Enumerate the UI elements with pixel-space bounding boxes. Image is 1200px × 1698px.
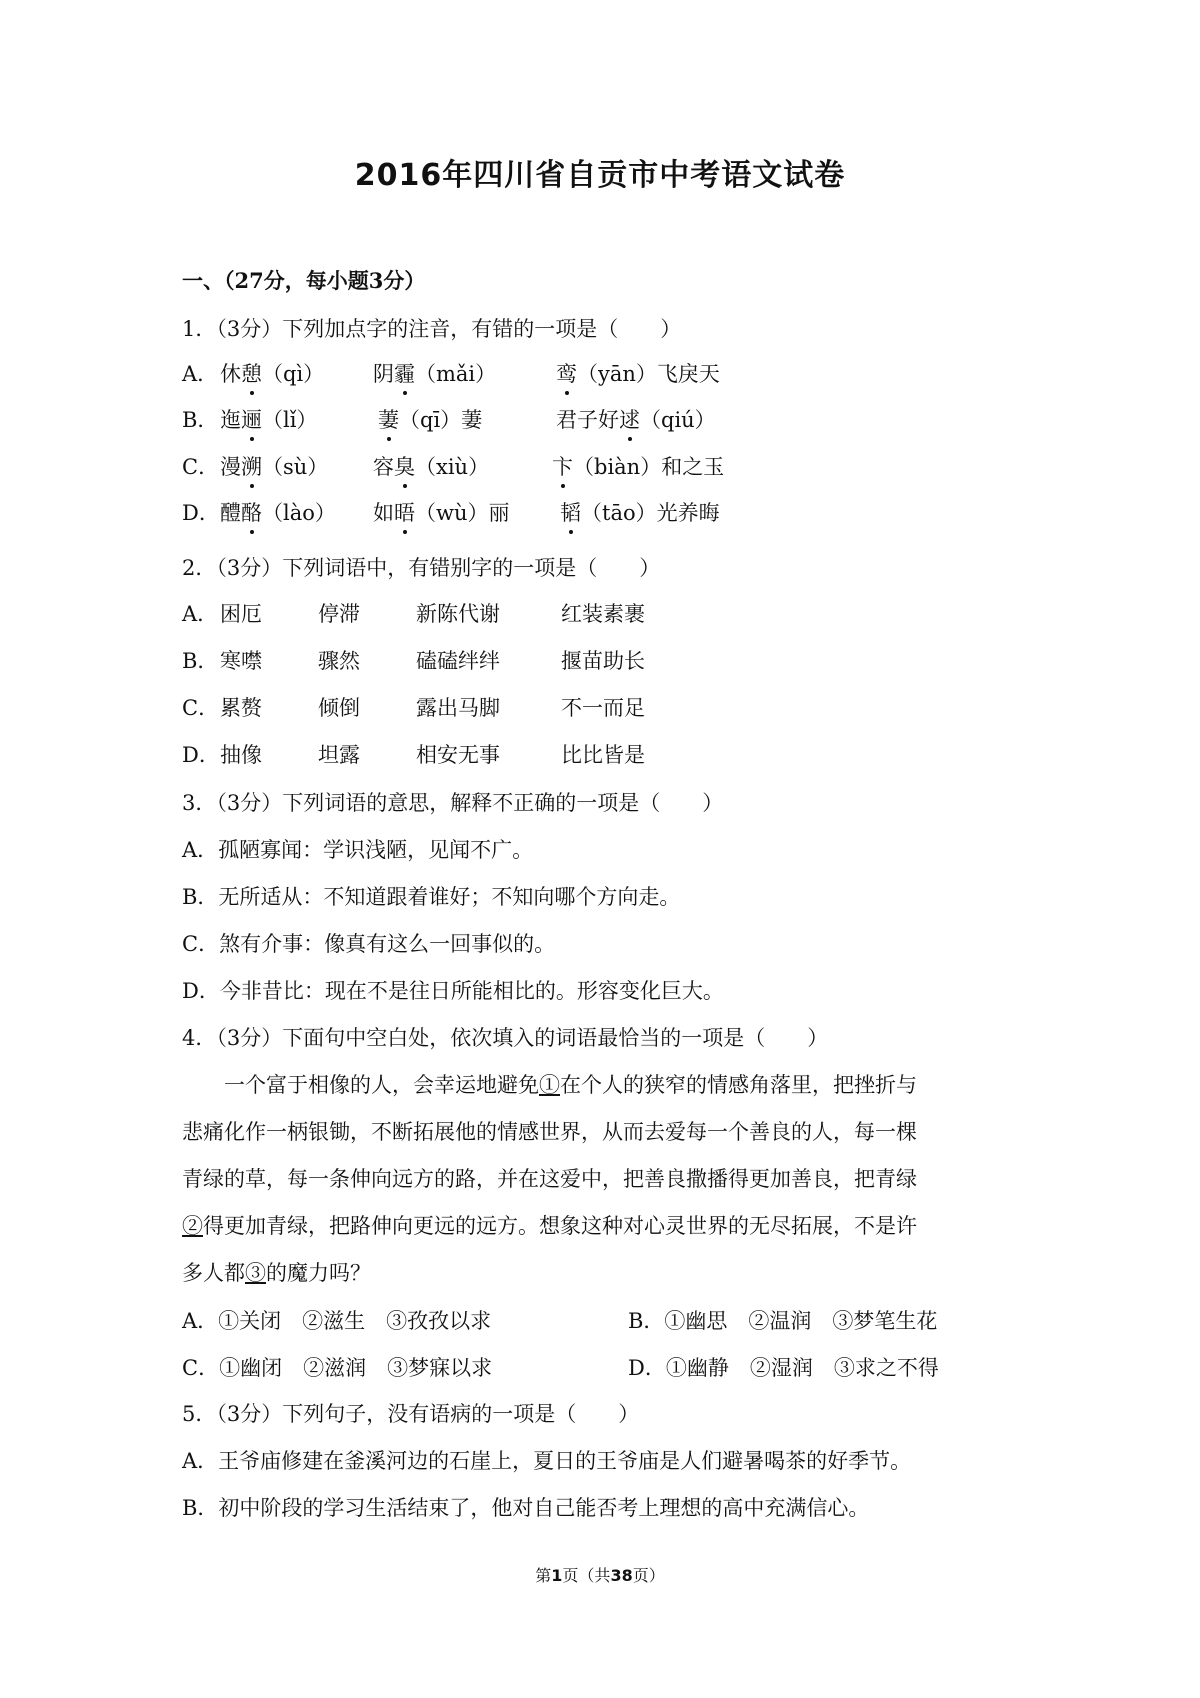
- dotted-char: 萋: [378, 404, 399, 434]
- dotted-char: 逑: [619, 404, 640, 434]
- passage-line: [182, 1203, 1022, 1250]
- plain-char: 迤: [220, 408, 241, 432]
- dotted-char: 晤: [394, 497, 415, 527]
- question-4-option-d: D．①幽静 ②湿润 ③求之不得: [628, 1356, 939, 1380]
- passage-line: 悲痛化作一柄银锄，不断拓展他的情感世界，从而去爱每一个善良的人，每一棵: [182, 1120, 917, 1144]
- exam-title: 2016年四川省自贡市中考语文试卷: [354, 158, 846, 193]
- question-4-option-a: A．①关闭 ②滋生 ③孜孜以求: [182, 1309, 492, 1333]
- word: 相安无事: [416, 743, 500, 767]
- dotted-char: 溯: [241, 451, 262, 481]
- option-text: [373, 358, 496, 388]
- option-letter: D．: [182, 501, 220, 525]
- option-letter: A．: [182, 362, 219, 386]
- word: 比比皆是: [561, 743, 645, 767]
- option-text: [556, 404, 716, 434]
- pinyin: （tāo）光养晦: [581, 501, 720, 525]
- option-text: [220, 358, 324, 388]
- word: 红装素裹: [561, 602, 645, 626]
- word: 磕磕绊绊: [416, 649, 500, 673]
- pinyin: （xiù）: [415, 455, 490, 479]
- pinyin: （wù）丽: [415, 501, 510, 525]
- plain-char: 漫: [220, 455, 241, 479]
- option-text: [556, 358, 720, 388]
- dotted-char: 酪: [241, 497, 262, 527]
- blank-marker-3: ③: [245, 1261, 266, 1285]
- pinyin: （yān）飞戾天: [577, 362, 720, 386]
- pinyin: （mǎi）: [415, 362, 497, 386]
- question-5-stem: 5．（3分）下列句子，没有语病的一项是（ ）: [182, 1402, 640, 1426]
- option-letter: C．: [182, 455, 220, 479]
- option-letter: B．: [182, 649, 219, 673]
- pinyin: （biàn）和之玉: [573, 455, 725, 479]
- dotted-char: 憩: [241, 358, 262, 388]
- question-5-option-b: B．初中阶段的学习生活结束了，他对自己能否考上理想的高中充满信心。: [182, 1496, 870, 1520]
- plain-char: 容: [373, 455, 394, 479]
- passage-text: 在个人的狭窄的情感角落里，把挫折与: [560, 1073, 917, 1097]
- page-total: 38: [610, 1566, 633, 1585]
- question-1-stem: 1．（3分）下列加点字的注音，有错的一项是（ ）: [182, 317, 682, 341]
- page-number: 1: [551, 1566, 563, 1585]
- option-letter: D．: [182, 743, 220, 767]
- blank-marker-1: ①: [539, 1073, 560, 1097]
- question-4-option-b: B．①幽思 ②温润 ③梦笔生花: [628, 1309, 938, 1333]
- passage-text: 多人都: [182, 1261, 245, 1285]
- dotted-char: 逦: [241, 404, 262, 434]
- dotted-char: 臭: [394, 451, 415, 481]
- blank-marker-2: ②: [182, 1214, 203, 1238]
- plain-char: 阴: [373, 362, 394, 386]
- footer-text: 页）: [632, 1566, 665, 1585]
- question-4-stem: 4．（3分）下面句中空白处，依次填入的词语最恰当的一项是（ ）: [182, 1026, 829, 1050]
- pinyin: （qì）: [262, 362, 325, 386]
- passage-text: 得更加青绿，把路伸向更远的远方。想象这种对心灵世界的无尽拓展，不是许: [203, 1214, 917, 1238]
- pinyin: （sù）: [262, 455, 329, 479]
- option-text: [220, 497, 336, 527]
- plain-char: 如: [373, 501, 394, 525]
- option-text: [220, 451, 328, 481]
- pinyin: （qī）萋: [399, 408, 483, 432]
- passage-line: 青绿的草，每一条伸向远方的路，并在这爱中，把善良撒播得更加善良，把青绿: [182, 1167, 917, 1191]
- word: 坦露: [318, 743, 360, 767]
- question-2-stem: 2．（3分）下列词语中，有错别字的一项是（ ）: [182, 556, 661, 580]
- word: 困厄: [220, 602, 262, 626]
- page-footer: [0, 1563, 1200, 1586]
- dotted-char: 卞: [552, 451, 573, 481]
- option-text: [373, 451, 489, 481]
- question-4-passage: [182, 1062, 1022, 1297]
- word: 停滞: [318, 602, 360, 626]
- option-text: [378, 404, 482, 434]
- pinyin: （lào）: [262, 501, 336, 525]
- question-3-stem: 3．（3分）下列词语的意思，解释不正确的一项是（ ）: [182, 791, 724, 815]
- plain-char: 醴: [220, 501, 241, 525]
- word: 抽像: [220, 743, 262, 767]
- option-letter: B．: [182, 408, 219, 432]
- word: 新陈代谢: [416, 602, 500, 626]
- option-text: [220, 404, 317, 434]
- footer-text: 第: [535, 1566, 552, 1585]
- option-letter: A．: [182, 602, 219, 626]
- plain-char: 君子好: [556, 408, 619, 432]
- passage-text: 一个富于相像的人，会幸运地避免: [182, 1073, 539, 1097]
- dotted-char: 霾: [394, 358, 415, 388]
- dotted-char: 韬: [560, 497, 581, 527]
- passage-line: [182, 1062, 1022, 1109]
- question-3-option-b: B．无所适从：不知道跟着谁好；不知向哪个方向走。: [182, 885, 681, 909]
- pinyin: （lǐ）: [262, 408, 318, 432]
- passage-text: 的魔力吗？: [266, 1261, 371, 1285]
- word: 不一而足: [561, 696, 645, 720]
- word: 露出马脚: [416, 696, 500, 720]
- option-text: [560, 497, 720, 527]
- question-3-option-d: D．今非昔比：现在不是往日所能相比的。形容变化巨大。: [182, 979, 724, 1003]
- word: 寒噤: [220, 649, 262, 673]
- question-5-option-a: A．王爷庙修建在釜溪河边的石崖上，夏日的王爷庙是人们避暑喝茶的好季节。: [182, 1449, 912, 1473]
- plain-char: 休: [220, 362, 241, 386]
- word: 骤然: [318, 649, 360, 673]
- passage-line: [182, 1250, 1022, 1297]
- option-text: [373, 497, 510, 527]
- dotted-char: 鸾: [556, 358, 577, 388]
- word: 倾倒: [318, 696, 360, 720]
- question-4-option-c: C．①幽闭 ②滋润 ③梦寐以求: [182, 1356, 493, 1380]
- option-text: [552, 451, 724, 481]
- section-heading: 一、（27分，每小题3分）: [182, 268, 426, 293]
- word: 累赘: [220, 696, 262, 720]
- question-3-option-a: A．孤陋寡闻：学识浅陋，见闻不广。: [182, 838, 534, 862]
- question-3-option-c: C．煞有介事：像真有这么一回事似的。: [182, 932, 556, 956]
- word: 揠苗助长: [561, 649, 645, 673]
- pinyin: （qiú）: [640, 408, 716, 432]
- footer-text: 页（共: [562, 1566, 611, 1585]
- option-letter: C．: [182, 696, 220, 720]
